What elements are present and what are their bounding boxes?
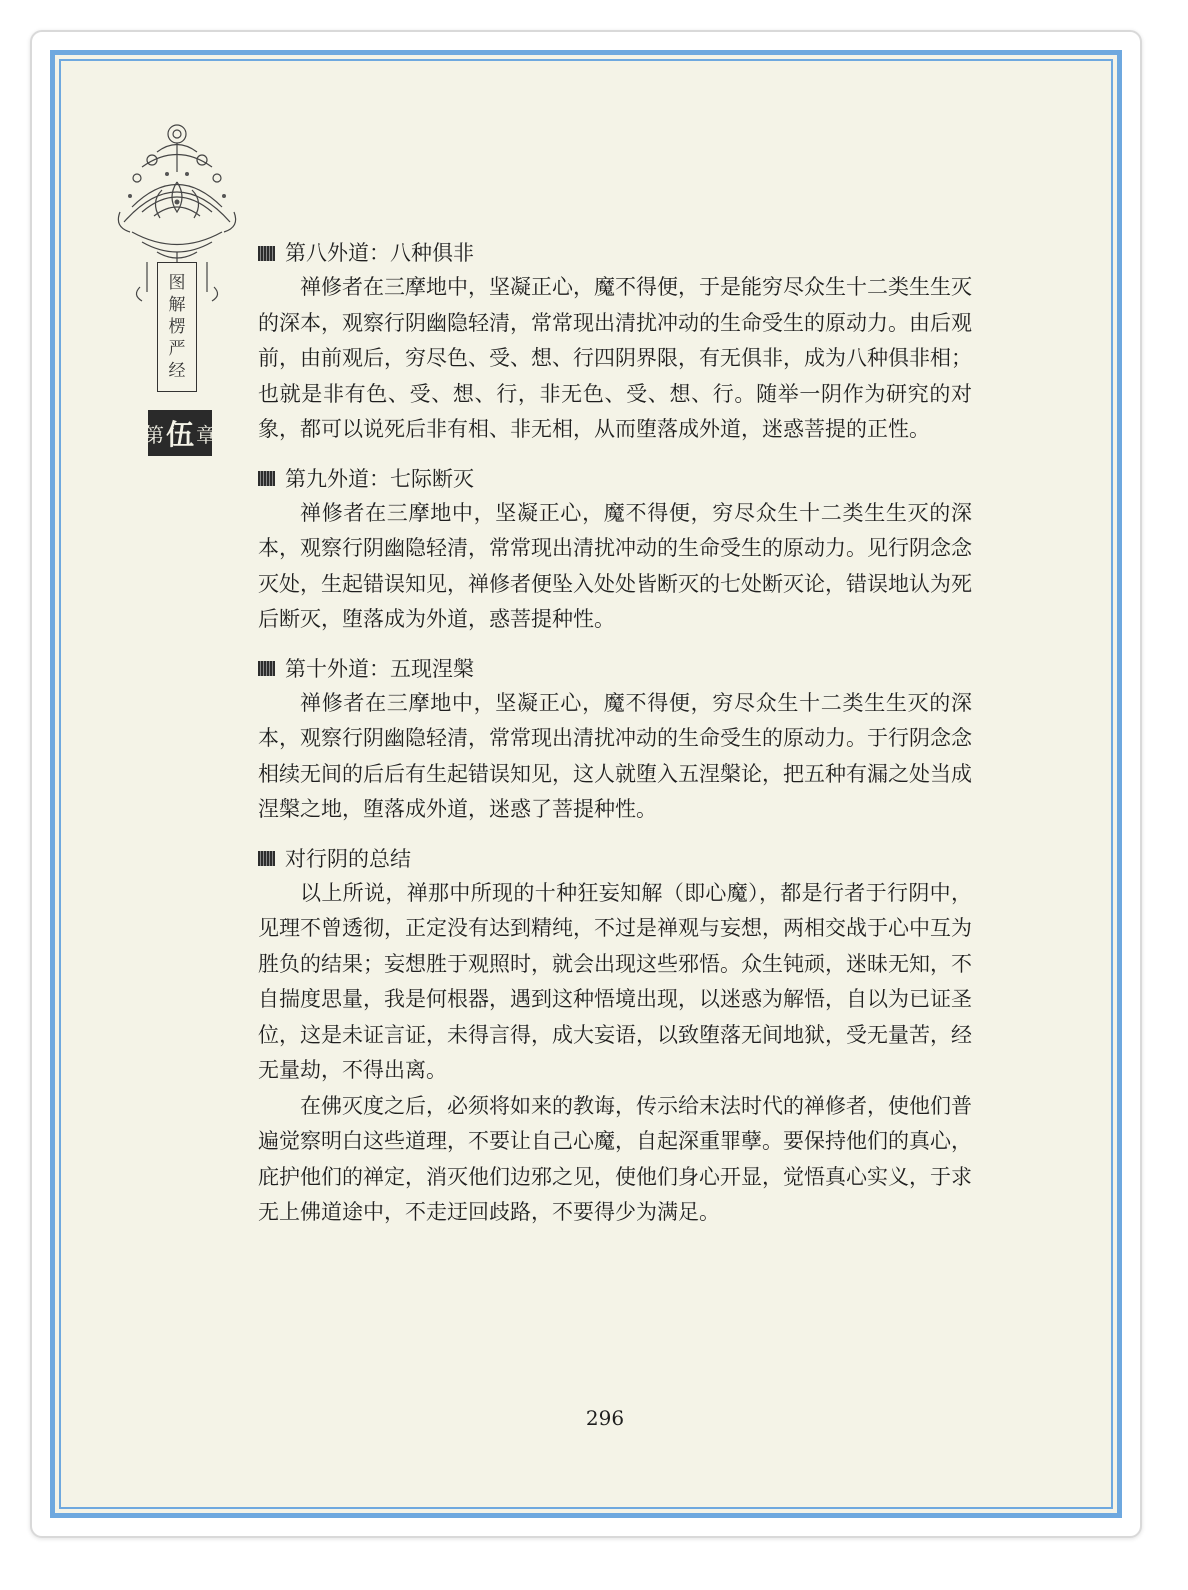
section-tenth-heresy [258, 654, 972, 828]
section-heading [258, 464, 972, 494]
page-number: 296 [585, 1406, 625, 1430]
book-title-char: 图 [168, 273, 186, 293]
book-title-char: 经 [168, 361, 186, 381]
section-heading-text: 第十外道：五现涅槃 [285, 656, 474, 681]
section-ninth-heresy [258, 464, 972, 638]
section-heading [258, 654, 972, 684]
chapter-suffix: 章 [196, 422, 217, 447]
section-heading-text: 第八外道：八种俱非 [285, 241, 474, 265]
book-title-char: 楞 [168, 317, 186, 337]
chapter-prefix: 第 [144, 422, 164, 447]
section-eighth-heresy [258, 238, 972, 448]
page-content [258, 238, 972, 1247]
section-heading [258, 844, 972, 874]
book-title-tag [157, 262, 197, 392]
section-heading-text: 对行阴的总结 [285, 846, 411, 871]
paragraph: 以上所说，禅那中所现的十种狂妄知解（即心魔），都是行者于行阴中，见理不曾透彻，正定没有达到精纯，不过是禅观与妄想，两相交战于心中互为胜负的结果；妄想胜于观照时，就会出现这些邪悟。众生钝顽，迷昧无知，不自揣度思量，我是何根器，遇到这种悟境出现，以迷惑为解悟，自以为已证圣位，这是未证言证，未得言得，成大妄语，以致堕落无间地狱，受无量苦，经无量劫，不得出离。 [258, 880, 972, 1082]
book-title-char: 严 [168, 339, 186, 359]
section-marker-icon [258, 661, 275, 676]
chapter-label [144, 410, 217, 456]
paragraph: 禅修者在三摩地中，坚凝正心，魔不得便，穷尽众生十二类生生灭的深本，观察行阴幽隐轻清，常常现出清扰冲动的生命受生的原动力。于行阴念念相续无间的后后有生起错误知见，这人就堕入五涅槃论，把五种有漏之处当成涅槃之地，堕落成外道，迷惑了菩提种性。 [258, 690, 972, 821]
section-marker-icon [258, 246, 275, 261]
section-marker-icon [258, 471, 275, 486]
section-marker-icon [258, 851, 275, 866]
chapter-number: 伍 [166, 418, 195, 451]
section-summary [258, 844, 972, 1231]
book-title-char: 解 [168, 295, 186, 315]
section-heading [258, 238, 972, 268]
paragraph: 在佛灭度之后，必须将如来的教诲，传示给末法时代的禅修者，使他们普遍觉察明白这些道理，不要让自己心魔，自起深重罪孽。要保持他们的真心，庇护他们的禅定，消灭他们边邪之见，使他们身心开显，觉悟真心实义，于求无上佛道途中，不走迂回歧路，不要得少为满足。 [258, 1093, 972, 1224]
section-heading-text: 第九外道：七际断灭 [285, 466, 474, 491]
paragraph: 禅修者在三摩地中，坚凝正心，魔不得便，穷尽众生十二类生生灭的深本，观察行阴幽隐轻清，常常现出清扰冲动的生命受生的原动力。见行阴念念灭处，生起错误知见，禅修者便坠入处处皆断灭的七处断灭论，错误地认为死后断灭，堕落成为外道，惑菩提种性。 [258, 500, 972, 631]
paragraph: 禅修者在三摩地中，坚凝正心，魔不得便，于是能穷尽众生十二类生生灭的深本，观察行阴幽隐轻清，常常现出清扰冲动的生命受生的原动力。由后观前，由前观后，穷尽色、受、想、行四阴界限，有无俱非，成为八种俱非相；也就是非有色、受、想、行，非无色、受、想、行。随举一阴作为研究的对象，都可以说死后非有相、非无相，从而堕落成外道，迷惑菩提的正性。 [258, 275, 972, 441]
